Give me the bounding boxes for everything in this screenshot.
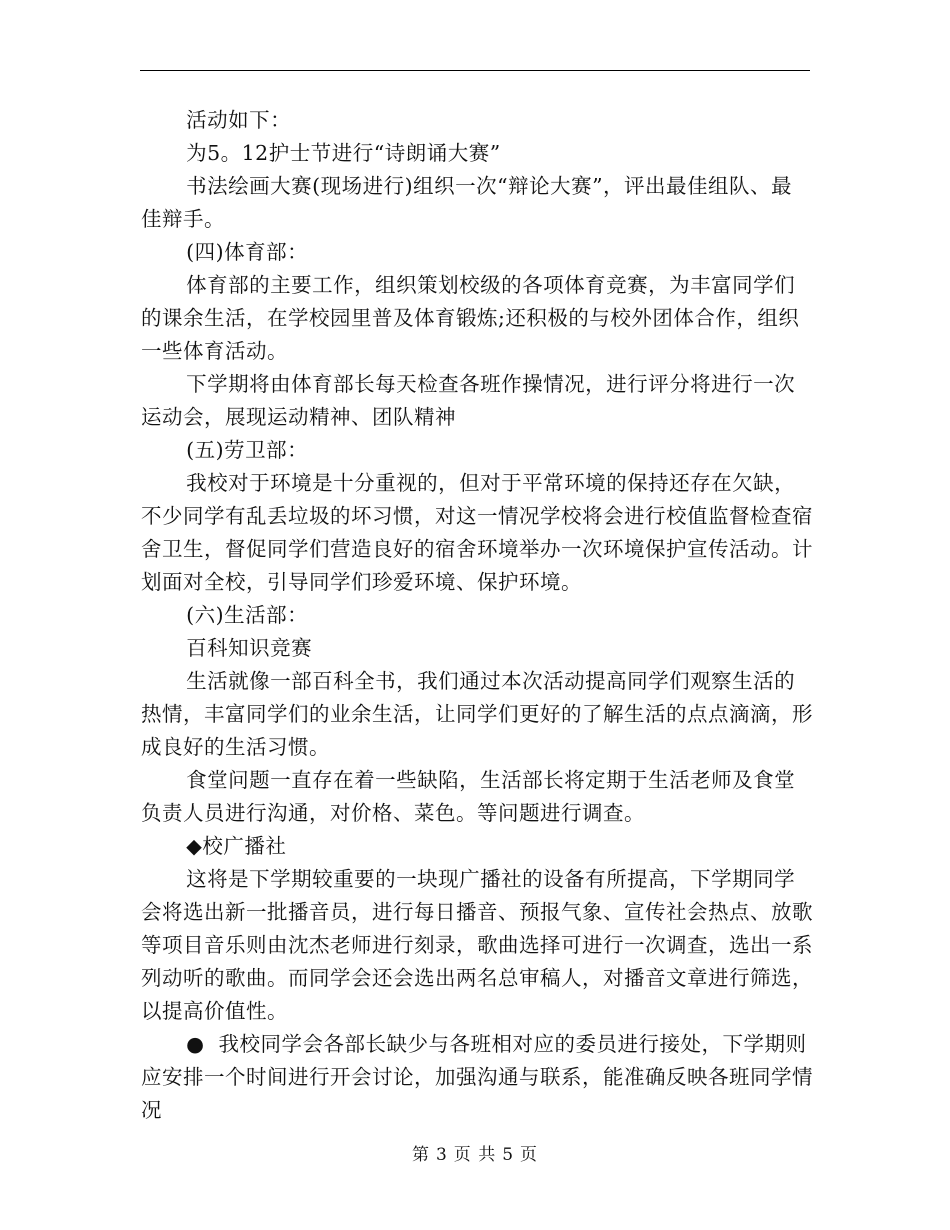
paragraph-environment: 我校对于环境是十分重视的，但对于平常环境的保持还存在欠缺，不少同学有乱丢垃圾的坏习惯，对这一情况学校将会进行校值监督检查宿舍卫生，督促同学们营造良好的宿舍环境举办一次环境保护宣传活动。计划面对全校，引导同学们珍爱环境、保护环境。 [141,471,813,594]
paragraph-calligraphy-debate: 书法绘画大赛(现场进行)组织一次“辩论大赛”，评出最佳组队、最佳辩手。 [141,174,793,231]
heading-sports-dept: (四)体育部： [186,240,309,264]
footer-total-pages: 5 [502,1145,515,1165]
paragraph-canteen: 食堂问题一直存在着一些缺陷，生活部长将定期于生活老师及食堂负责人员进行沟通，对价格、菜色。等问题进行调查。 [141,768,796,825]
paragraph-committee: ● 我校同学会各部长缺少与各班相对应的委员进行接处，下学期则应安排一个时间进行开会讨论，加强沟通与联系，能准确反映各班同学情况 [141,1032,813,1122]
paragraph-life-encyclopedia: 生活就像一部百科全书，我们通过本次活动提高同学们观察生活的热情，丰富同学们的业余生活，让同学们更好的了解生活的点点滴滴，形成良好的生活习惯。 [141,669,813,759]
footer-suffix: 页 [520,1145,539,1165]
paragraph-sports-plan: 下学期将由体育部长每天检查各班作操情况，进行评分将进行一次运动会，展现运动精神、团队精神 [141,372,796,429]
footer-prefix: 第 [411,1145,430,1165]
paragraph-activities-intro: 活动如下： [186,108,292,132]
footer-middle: 页 共 [453,1145,497,1165]
paragraph-nurse-day: 为5。12护士节进行“诗朗诵大赛” [186,141,501,165]
header-rule [140,70,810,71]
footer-current-page: 3 [435,1145,448,1165]
heading-life-dept: (六)生活部： [186,603,309,627]
document-body [141,104,813,1127]
paragraph-sports-work: 体育部的主要工作，组织策划校级的各项体育竞赛，为丰富同学们的课余生活，在学校园里普及体育锻炼;还积极的与校外团体合作，组织一些体育活动。 [141,273,800,363]
paragraph-encyclopedia-contest: 百科知识竞赛 [186,636,313,660]
heading-labor-dept: (五)劳卫部： [186,438,309,462]
paragraph-broadcast: 这将是下学期较重要的一块现广播社的设备有所提高，下学期同学会将选出新一批播音员，进行每日播音、预报气象、宣传社会热点、放歌等项目音乐则由沈杰老师进行刻录，歌曲选择可进行一次调查，选出一系列动听的歌曲。而同学会还会选出两名总审稿人，对播音文章进行筛选，以提高价值性。 [141,867,813,1023]
heading-broadcast: ◆校广播社 [186,834,287,858]
page-footer [0,1140,950,1165]
